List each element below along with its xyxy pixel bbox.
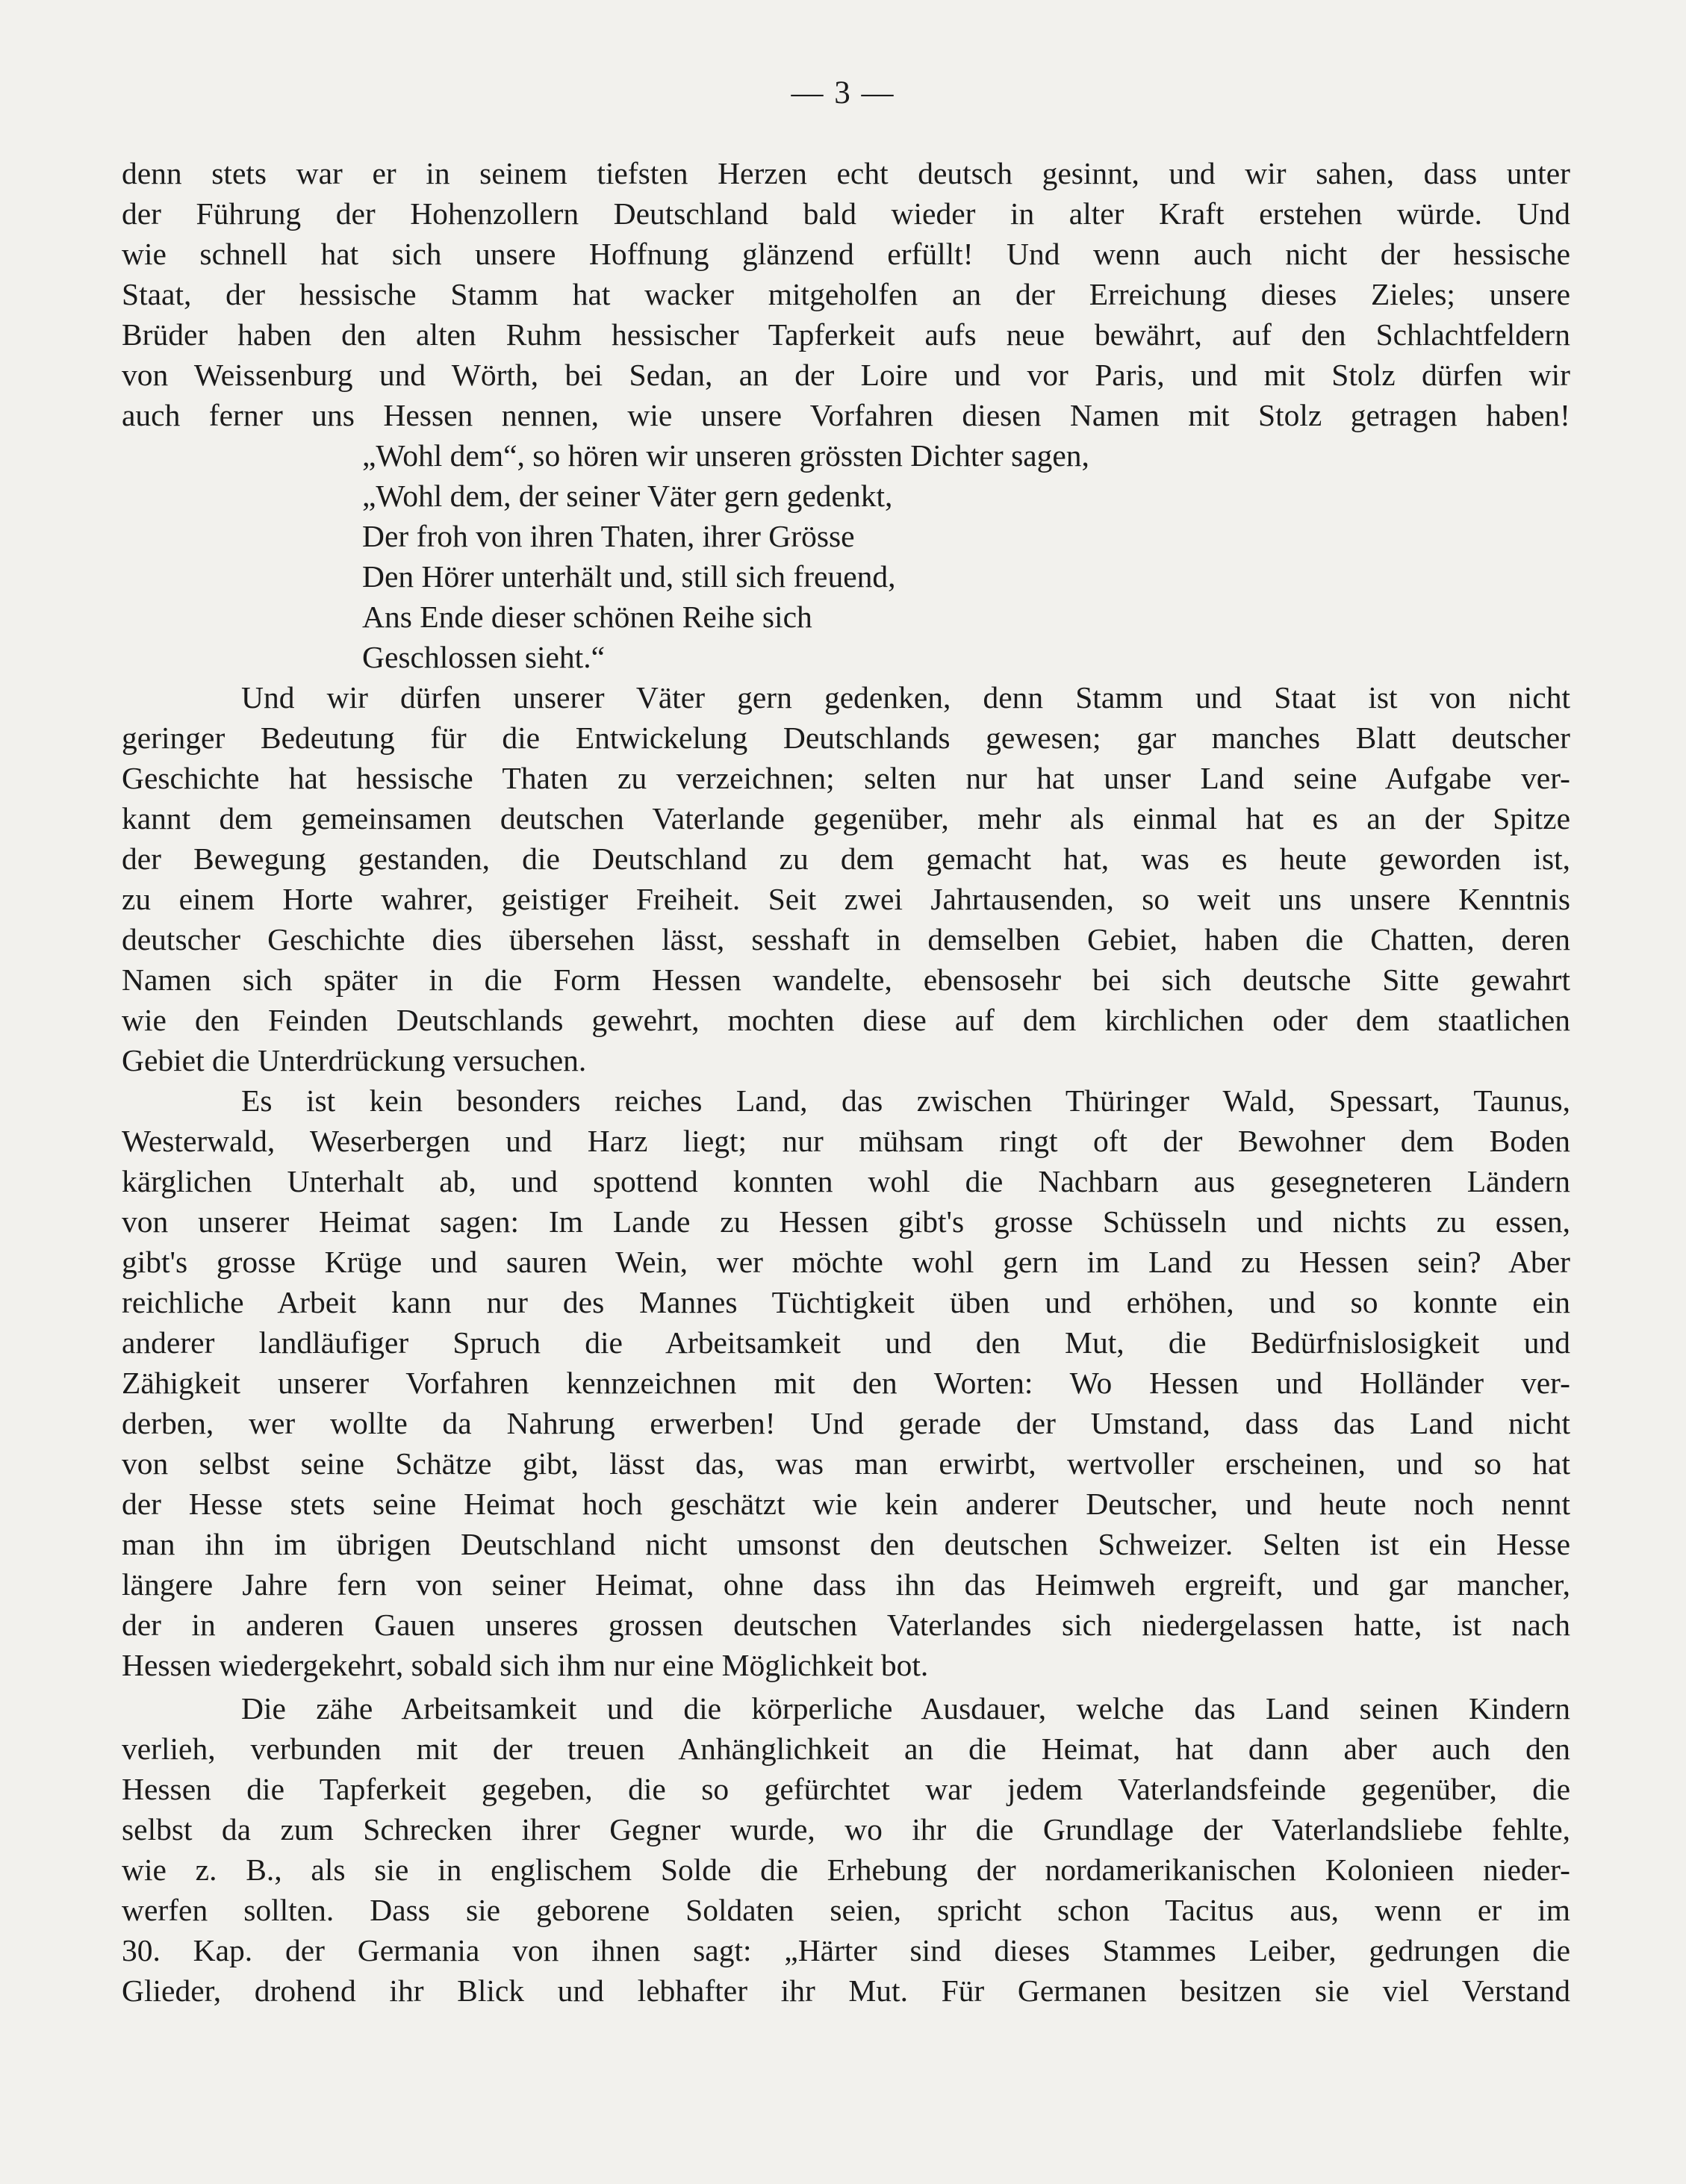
text-line: Staat, der hessische Stamm hat wacker mitgeholfen an der Erreichung dieses Zieles; unsere xyxy=(122,277,1570,311)
text-line: zu einem Horte wahrer, geistiger Freiheit. Seit zwei Jahrtausenden, so weit uns unsere Kenntnis xyxy=(122,882,1570,916)
quotation xyxy=(122,435,1570,677)
text-line: gibt's grosse Krüge und sauren Wein, wer möchte wohl gern im Land zu Hessen sein? Aber xyxy=(122,1245,1570,1279)
text-line: von unserer Heimat sagen: Im Lande zu Hessen gibt's grosse Schüsseln und nichts zu essen, xyxy=(122,1204,1570,1239)
paragraph xyxy=(122,1688,1570,2011)
text-line: der in anderen Gauen unseres grossen deutschen Vaterlandes sich niedergelassen hatte, ist nach xyxy=(122,1608,1570,1642)
text-line: der Bewegung gestanden, die Deutschland zu dem gemacht hat, was es heute geworden ist, xyxy=(122,841,1570,876)
paragraph-continuation xyxy=(122,153,1570,435)
page-number: — 3 — xyxy=(791,75,895,111)
verse-line: Geschlossen sieht.“ xyxy=(362,640,606,674)
text-line: kannt dem gemeinsamen deutschen Vaterlande gegenüber, mehr als einmal hat es an der Spitze xyxy=(122,801,1570,836)
body-text xyxy=(122,153,1570,2011)
verse-line: „Wohl dem, der seiner Väter gern gedenkt, xyxy=(362,479,893,513)
text-line: der Führung der Hohenzollern Deutschland bald wieder in alter Kraft erstehen würde. Und xyxy=(122,196,1570,231)
text-line: Westerwald, Weserbergen und Harz liegt; nur mühsam ringt oft der Bewohner dem Boden xyxy=(122,1124,1570,1158)
text-line: verlieh, verbunden mit der treuen Anhänglichkeit an die Heimat, hat dann aber auch den xyxy=(122,1732,1570,1766)
text-line: Glieder, drohend ihr Blick und lebhafter ihr Mut. Für Germanen besitzen sie viel Verstand xyxy=(122,1973,1570,2008)
text-line: wie schnell hat sich unsere Hoffnung glänzend erfüllt! Und wenn auch nicht der hessische xyxy=(122,237,1570,271)
text-line: wie z. B., als sie in englischem Solde die Erhebung der nordamerikanischen Kolonieen nieder- xyxy=(122,1852,1570,1887)
text-line: geringer Bedeutung für die Entwickelung Deutschlands gewesen; gar manches Blatt deutscher xyxy=(122,721,1570,755)
text-line: Zähigkeit unserer Vorfahren kennzeichnen mit den Worten: Wo Hessen und Holländer ver- xyxy=(122,1366,1570,1400)
text-line: Es ist kein besonders reiches Land, das zwischen Thüringer Wald, Spessart, Taunus, xyxy=(241,1083,1570,1118)
text-line: Die zähe Arbeitsamkeit und die körperliche Ausdauer, welche das Land seinen Kindern xyxy=(241,1691,1570,1726)
text-line: Geschichte hat hessische Thaten zu verzeichnen; selten nur hat unser Land seine Aufgabe ver- xyxy=(122,761,1570,795)
text-line: auch ferner uns Hessen nennen, wie unsere Vorfahren diesen Namen mit Stolz getragen haben! xyxy=(122,398,1570,432)
text-line: Und wir dürfen unserer Väter gern gedenken, denn Stamm und Staat ist von nicht xyxy=(241,680,1570,715)
text-line: Namen sich später in die Form Hessen wandelte, ebensosehr bei sich deutsche Sitte gewahrt xyxy=(122,962,1570,997)
text-line: von selbst seine Schätze gibt, lässt das, was man erwirbt, wertvoller erscheinen, und so hat xyxy=(122,1446,1570,1481)
text-line: werfen sollten. Dass sie geborene Soldaten seien, spricht schon Tacitus aus, wenn er im xyxy=(122,1893,1570,1927)
text-line: reichliche Arbeit kann nur des Mannes Tüchtigkeit üben und erhöhen, und so konnte ein xyxy=(122,1285,1570,1319)
text-line: der Hesse stets seine Heimat hoch geschätzt wie kein anderer Deutscher, und heute noch nennt xyxy=(122,1487,1570,1521)
paragraph xyxy=(122,677,1570,1080)
text-line: Hessen die Tapferkeit gegeben, die so gefürchtet war jedem Vaterlandsfeinde gegenüber, die xyxy=(122,1772,1570,1806)
text-line: längere Jahre fern von seiner Heimat, ohne dass ihn das Heimweh ergreift, und gar mancher, xyxy=(122,1567,1570,1602)
text-line: wie den Feinden Deutschlands gewehrt, mochten diese auf dem kirchlichen oder dem staatlichen xyxy=(122,1003,1570,1037)
text-line: man ihn im übrigen Deutschland nicht umsonst den deutschen Schweizer. Selten ist ein Hesse xyxy=(122,1527,1570,1561)
text-line: anderer landläufiger Spruch die Arbeitsamkeit und den Mut, die Bedürfnislosigkeit und xyxy=(122,1325,1570,1360)
text-line: 30. Kap. der Germania von ihnen sagt: „Härter sind dieses Stammes Leiber, gedrungen die xyxy=(122,1933,1570,1967)
text-line: denn stets war er in seinem tiefsten Herzen echt deutsch gesinnt, und wir sahen, dass unter xyxy=(122,156,1570,190)
text-line: kärglichen Unterhalt ab, und spottend konnten wohl die Nachbarn aus gesegneteren Ländern xyxy=(122,1164,1570,1198)
verse-line: Der froh von ihren Thaten, ihrer Grösse xyxy=(362,519,855,553)
text-line: deutscher Geschichte dies übersehen lässt, sesshaft in demselben Gebiet, haben die Chatten, deren xyxy=(122,922,1570,956)
text-line: Hessen wiedergekehrt, sobald sich ihm nur eine Möglichkeit bot. xyxy=(122,1648,929,1682)
quote-intro: „Wohl dem“, so hören wir unseren grössten Dichter sagen, xyxy=(362,438,1089,473)
paragraph xyxy=(122,1080,1570,1685)
verse-line: Den Hörer unterhält und, still sich freuend, xyxy=(362,559,896,594)
text-line: Gebiet die Unterdrückung versuchen. xyxy=(122,1043,587,1077)
text-line: Brüder haben den alten Ruhm hessischer Tapferkeit aufs neue bewährt, auf den Schlachtfeldern xyxy=(122,317,1570,352)
text-line: selbst da zum Schrecken ihrer Gegner wurde, wo ihr die Grundlage der Vaterlandsliebe fehlte, xyxy=(122,1812,1570,1847)
text-line: derben, wer wollte da Nahrung erwerben! Und gerade der Umstand, dass das Land nicht xyxy=(122,1406,1570,1440)
verse-line: Ans Ende dieser schönen Reihe sich xyxy=(362,600,812,634)
text-line: von Weissenburg und Wörth, bei Sedan, an der Loire und vor Paris, und mit Stolz dürfen wir xyxy=(122,358,1570,392)
